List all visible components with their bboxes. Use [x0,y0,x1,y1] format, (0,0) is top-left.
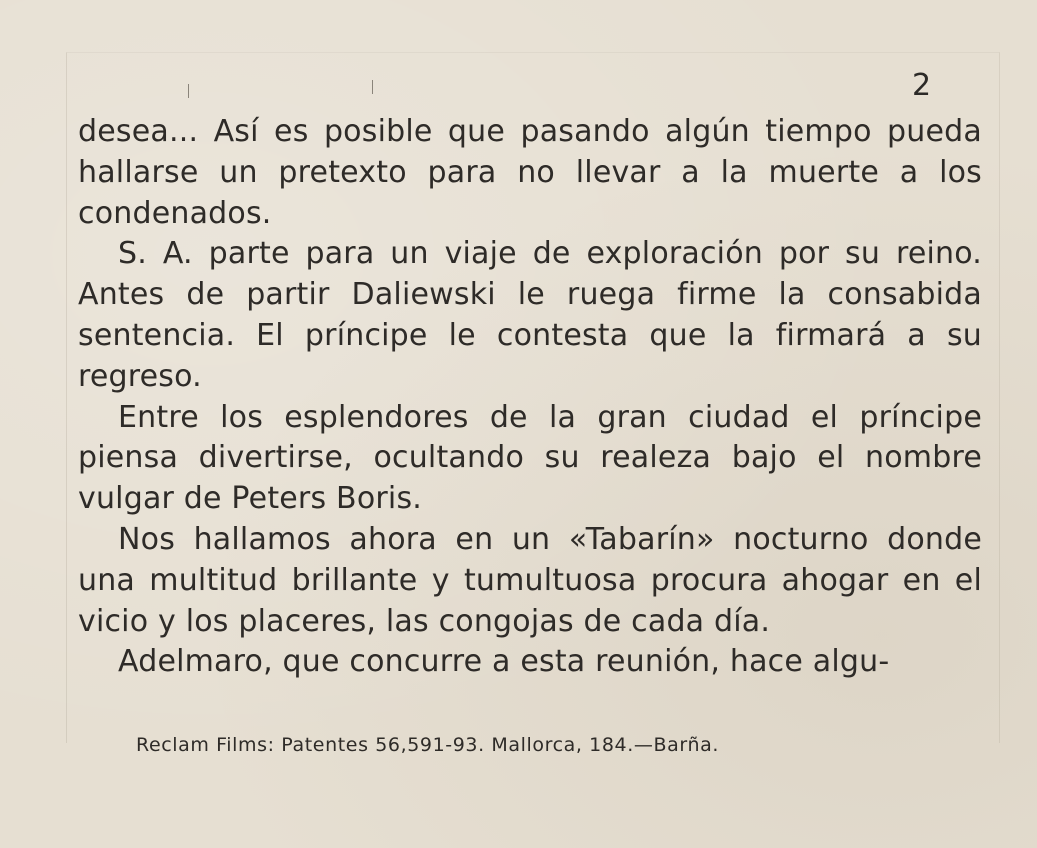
body-text [78,112,982,683]
paragraph-3: Entre los esplendores de la gran ciudad el príncipe piensa divertirse, ocultando su realeza bajo el nombre vulgar de Peters Boris. [78,399,982,517]
page-number: 2 [912,68,932,103]
paragraph-2: S. A. parte para un viaje de exploración por su reino. Antes de partir Daliewski le ruega firme la consabida sentencia. El príncipe le contesta que la firmará a su regreso. [78,236,982,394]
paragraph-5: Adelmaro, que concurre a esta reunión, hace algu- [118,644,890,680]
paragraph-1: desea... Así es posible que pasando algún tiempo pueda hallarse un pretexto para no llevar a la muerte a los condenados. [78,114,982,231]
footer-imprint: Reclam Films: Patentes 56,591-93. Mallorca, 184.—Barña. [136,734,719,756]
print-mark [188,84,189,98]
paragraph-4: Nos hallamos ahora en un «Tabarín» nocturno donde una multitud brillante y tumultuosa procura ahogar en el vicio y los placeres, las congojas de cada día. [78,521,982,639]
print-mark [372,80,373,94]
